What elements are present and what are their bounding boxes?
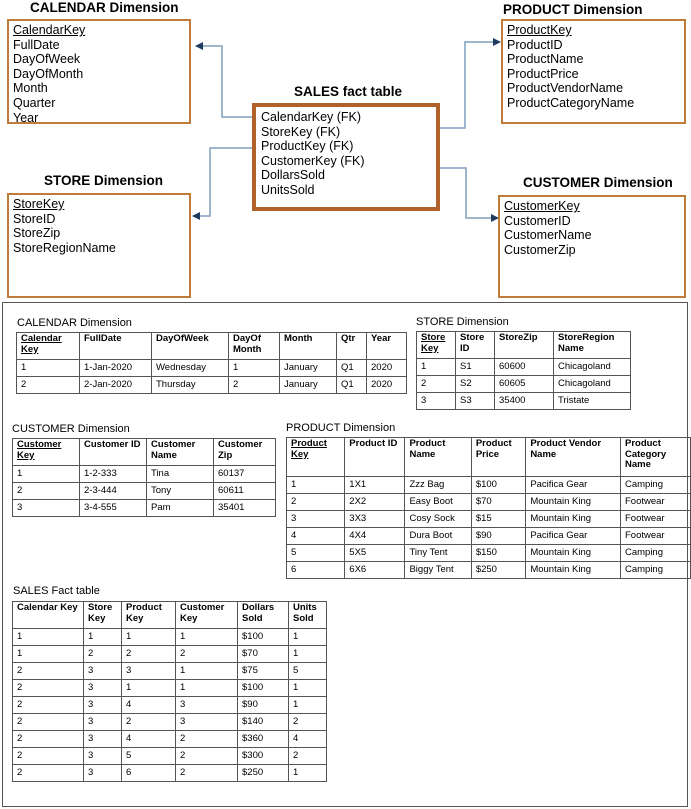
customer-table-caption: CUSTOMER Dimension xyxy=(12,423,130,435)
store-cell: Chicagoland xyxy=(554,376,631,393)
sales-cell: $360 xyxy=(238,731,289,748)
product-cell: Easy Boot xyxy=(405,494,471,511)
sales-cell: 1 xyxy=(289,697,327,714)
product-cell: Mountain King xyxy=(526,494,621,511)
table-row xyxy=(287,477,691,494)
sales-cell: 3 xyxy=(84,697,122,714)
table-row xyxy=(13,697,327,714)
product-cell: Camping xyxy=(620,477,690,494)
calendar-cell: 2 xyxy=(17,377,80,394)
product-cell: 3X3 xyxy=(345,511,405,528)
sales-cell: 3 xyxy=(84,714,122,731)
table-row xyxy=(417,393,631,410)
sales-cell: 2 xyxy=(13,731,84,748)
sales-column-header: Dollars Sold xyxy=(238,602,289,629)
calendar-field: Quarter xyxy=(13,95,56,110)
product-cell: Pacifica Gear xyxy=(526,477,621,494)
product-cell: 5 xyxy=(287,545,345,562)
customer-cell: 3 xyxy=(13,500,80,517)
product-cell: Mountain King xyxy=(526,562,621,579)
calendar-column-header: DayOf Month xyxy=(229,333,280,360)
sales-cell: $100 xyxy=(238,629,289,646)
customer-column-header: Customer Zip xyxy=(214,439,276,466)
sales-entity-title: SALES fact table xyxy=(294,84,403,99)
table-row xyxy=(13,663,327,680)
sales-field: DollarsSold xyxy=(261,168,325,183)
sales-cell: 2 xyxy=(13,714,84,731)
product-cell: Camping xyxy=(620,545,690,562)
calendar-field: Month xyxy=(13,81,48,96)
sales-column-header: Calendar Key xyxy=(13,602,84,629)
sales-cell: $140 xyxy=(238,714,289,731)
sales-cell: 1 xyxy=(289,765,327,782)
sales-field: StoreKey (FK) xyxy=(261,124,341,139)
product-connector xyxy=(438,42,500,128)
store-cell: Tristate xyxy=(554,393,631,410)
sales-cell: 3 xyxy=(84,731,122,748)
sales-fact-table xyxy=(12,601,327,782)
customer-table xyxy=(12,438,276,517)
calendar-column-header: Year xyxy=(367,333,407,360)
store-field: StoreID xyxy=(13,211,56,226)
product-cell: Footwear xyxy=(620,494,690,511)
calendar-column-header: Month xyxy=(280,333,337,360)
customer-field: CustomerName xyxy=(504,228,592,243)
calendar-cell: 2020 xyxy=(367,360,407,377)
product-column-header: Product Category Name xyxy=(620,438,690,477)
sales-cell: 3 xyxy=(176,714,238,731)
calendar-cell: Q1 xyxy=(337,360,367,377)
store-column-header: Store ID xyxy=(456,332,495,359)
product-field: ProductKey xyxy=(507,23,572,37)
table-row xyxy=(13,731,327,748)
calendar-cell: 1-Jan-2020 xyxy=(80,360,152,377)
table-row xyxy=(287,545,691,562)
store-entity xyxy=(7,193,191,298)
sales-cell: 2 xyxy=(289,714,327,731)
product-cell: Footwear xyxy=(620,528,690,545)
calendar-column-header: DayOfWeek xyxy=(152,333,229,360)
store-cell: 60605 xyxy=(495,376,554,393)
sales-cell: 3 xyxy=(84,748,122,765)
calendar-cell: 2-Jan-2020 xyxy=(80,377,152,394)
store-cell: 60600 xyxy=(495,359,554,376)
product-column-header: Product ID xyxy=(345,438,405,477)
customer-cell: 1-2-333 xyxy=(80,466,147,483)
customer-cell: 60137 xyxy=(214,466,276,483)
calendar-field: FullDate xyxy=(13,37,60,52)
calendar-entity-title: CALENDAR Dimension xyxy=(30,0,179,15)
product-cell: Cosy Sock xyxy=(405,511,471,528)
calendar-field: DayOfMonth xyxy=(13,66,84,81)
store-cell: S1 xyxy=(456,359,495,376)
product-cell: Footwear xyxy=(620,511,690,528)
sales-cell: 2 xyxy=(13,697,84,714)
sales-cell: $75 xyxy=(238,663,289,680)
product-table xyxy=(286,437,691,579)
product-field: ProductPrice xyxy=(507,66,579,81)
store-cell: 3 xyxy=(417,393,456,410)
table-row xyxy=(13,765,327,782)
customer-cell: 60611 xyxy=(214,483,276,500)
sales-cell: 5 xyxy=(122,748,176,765)
calendar-cell: January xyxy=(280,360,337,377)
sales-cell: 3 xyxy=(84,765,122,782)
customer-cell: 3-4-555 xyxy=(80,500,147,517)
product-cell: Camping xyxy=(620,562,690,579)
sales-column-header: Product Key xyxy=(122,602,176,629)
sales-cell: 1 xyxy=(289,629,327,646)
sales-field: ProductKey (FK) xyxy=(261,139,354,154)
customer-column-header: Customer ID xyxy=(80,439,147,466)
calendar-field: DayOfWeek xyxy=(13,52,81,67)
calendar-cell: Wednesday xyxy=(152,360,229,377)
customer-cell: 1 xyxy=(13,466,80,483)
sales-cell: 1 xyxy=(176,663,238,680)
customer-cell: 2 xyxy=(13,483,80,500)
product-cell: Dura Boot xyxy=(405,528,471,545)
sales-cell: 1 xyxy=(289,680,327,697)
sales-cell: 2 xyxy=(13,663,84,680)
sales-cell: 1 xyxy=(289,646,327,663)
sales-cell: 1 xyxy=(84,629,122,646)
calendar-column-header: FullDate xyxy=(80,333,152,360)
store-field: StoreZip xyxy=(13,226,61,241)
customer-column-header: Customer Key xyxy=(13,439,80,466)
product-cell: Biggy Tent xyxy=(405,562,471,579)
table-row xyxy=(17,360,407,377)
store-connector xyxy=(193,148,254,216)
product-cell: $150 xyxy=(471,545,525,562)
sales-cell: $90 xyxy=(238,697,289,714)
product-cell: Tiny Tent xyxy=(405,545,471,562)
sales-cell: 1 xyxy=(176,629,238,646)
table-row xyxy=(417,376,631,393)
calendar-cell: 1 xyxy=(229,360,280,377)
sales-cell: 2 xyxy=(176,731,238,748)
store-field: StoreKey xyxy=(13,197,65,211)
sales-fact-entity xyxy=(252,103,440,211)
product-table-caption: PRODUCT Dimension xyxy=(286,422,396,434)
product-entity-title: PRODUCT Dimension xyxy=(503,2,643,17)
sales-cell: 4 xyxy=(122,697,176,714)
product-cell: 6 xyxy=(287,562,345,579)
table-row xyxy=(417,359,631,376)
sales-cell: $300 xyxy=(238,748,289,765)
calendar-cell: 2020 xyxy=(367,377,407,394)
sales-cell: 3 xyxy=(176,697,238,714)
sales-cell: 2 xyxy=(122,714,176,731)
product-cell: Mountain King xyxy=(526,545,621,562)
product-cell: 2 xyxy=(287,494,345,511)
customer-cell: Tony xyxy=(147,483,214,500)
store-cell: 35400 xyxy=(495,393,554,410)
product-cell: $70 xyxy=(471,494,525,511)
calendar-column-header: Calendar Key xyxy=(17,333,80,360)
product-cell: Mountain King xyxy=(526,511,621,528)
table-row xyxy=(13,680,327,697)
sales-cell: 6 xyxy=(122,765,176,782)
sales-cell: 1 xyxy=(13,646,84,663)
sales-cell: 4 xyxy=(122,731,176,748)
sales-cell: 2 xyxy=(176,748,238,765)
store-column-header: StoreZip xyxy=(495,332,554,359)
sales-cell: $250 xyxy=(238,765,289,782)
calendar-cell: 2 xyxy=(229,377,280,394)
customer-header-row xyxy=(13,439,276,466)
sales-cell: 2 xyxy=(13,748,84,765)
sales-table-caption: SALES Fact table xyxy=(13,585,100,597)
product-field: ProductName xyxy=(507,52,584,67)
calendar-column-header: Qtr xyxy=(337,333,367,360)
store-column-header: Store Key xyxy=(417,332,456,359)
table-row xyxy=(13,500,276,517)
table-row xyxy=(13,646,327,663)
sales-cell: 1 xyxy=(13,629,84,646)
sales-cell: $70 xyxy=(238,646,289,663)
sales-cell: 2 xyxy=(122,646,176,663)
product-field: ProductCategoryName xyxy=(507,95,635,110)
sales-cell: 5 xyxy=(289,663,327,680)
store-table-caption: STORE Dimension xyxy=(416,316,509,328)
product-cell: 1 xyxy=(287,477,345,494)
customer-cell: 35401 xyxy=(214,500,276,517)
product-cell: $250 xyxy=(471,562,525,579)
calendar-cell: Thursday xyxy=(152,377,229,394)
calendar-table-caption: CALENDAR Dimension xyxy=(17,317,132,329)
customer-entity-title: CUSTOMER Dimension xyxy=(523,175,673,190)
calendar-cell: 1 xyxy=(17,360,80,377)
store-table xyxy=(416,331,631,410)
table-row xyxy=(13,629,327,646)
sales-cell: 3 xyxy=(84,663,122,680)
sales-cell: 1 xyxy=(176,680,238,697)
store-field: StoreRegionName xyxy=(13,240,116,255)
calendar-field: CalendarKey xyxy=(13,23,86,37)
product-entity xyxy=(501,19,686,124)
product-cell: 4X4 xyxy=(345,528,405,545)
sales-cell: 2 xyxy=(176,765,238,782)
product-cell: Zzz Bag xyxy=(405,477,471,494)
customer-cell: Tina xyxy=(147,466,214,483)
calendar-field: Year xyxy=(13,110,39,125)
sales-cell: 2 xyxy=(176,646,238,663)
store-cell: 2 xyxy=(417,376,456,393)
customer-field: CustomerID xyxy=(504,213,571,228)
sales-cell: 4 xyxy=(289,731,327,748)
sales-cell: 2 xyxy=(289,748,327,765)
calendar-connector xyxy=(196,46,254,117)
table-row xyxy=(17,377,407,394)
product-cell: 1X1 xyxy=(345,477,405,494)
store-entity-title: STORE Dimension xyxy=(44,173,164,188)
product-cell: $100 xyxy=(471,477,525,494)
sales-cell: 3 xyxy=(84,680,122,697)
product-cell: 3 xyxy=(287,511,345,528)
product-cell: $15 xyxy=(471,511,525,528)
sales-field: CalendarKey (FK) xyxy=(261,110,362,124)
sales-cell: 1 xyxy=(122,680,176,697)
calendar-entity xyxy=(7,19,191,124)
product-cell: 6X6 xyxy=(345,562,405,579)
customer-cell: 2-3-444 xyxy=(80,483,147,500)
sales-cell: 2 xyxy=(13,680,84,697)
calendar-cell: January xyxy=(280,377,337,394)
calendar-header-row xyxy=(17,333,407,360)
sales-field: UnitsSold xyxy=(261,182,315,197)
sales-header-row xyxy=(13,602,327,629)
table-row xyxy=(287,494,691,511)
store-column-header: StoreRegion Name xyxy=(554,332,631,359)
table-row xyxy=(13,748,327,765)
store-header-row xyxy=(417,332,631,359)
product-column-header: Product Price xyxy=(471,438,525,477)
customer-field: CustomerZip xyxy=(504,242,576,257)
store-cell: 1 xyxy=(417,359,456,376)
product-cell: 5X5 xyxy=(345,545,405,562)
product-column-header: Product Vendor Name xyxy=(526,438,621,477)
sales-cell: 2 xyxy=(13,765,84,782)
table-row xyxy=(287,528,691,545)
calendar-cell: Q1 xyxy=(337,377,367,394)
table-row xyxy=(13,483,276,500)
customer-cell: Pam xyxy=(147,500,214,517)
table-row xyxy=(13,714,327,731)
sales-column-header: Store Key xyxy=(84,602,122,629)
sales-column-header: Units Sold xyxy=(289,602,327,629)
product-cell: $90 xyxy=(471,528,525,545)
table-row xyxy=(13,466,276,483)
product-column-header: Product Name xyxy=(405,438,471,477)
customer-field: CustomerKey xyxy=(504,199,580,213)
calendar-table xyxy=(16,332,407,394)
customer-column-header: Customer Name xyxy=(147,439,214,466)
customer-entity xyxy=(498,195,686,298)
product-cell: 2X2 xyxy=(345,494,405,511)
product-field: ProductVendorName xyxy=(507,81,624,96)
store-cell: S3 xyxy=(456,393,495,410)
product-cell: Pacifica Gear xyxy=(526,528,621,545)
store-cell: Chicagoland xyxy=(554,359,631,376)
sales-cell: 2 xyxy=(84,646,122,663)
sales-cell: 1 xyxy=(122,629,176,646)
product-header-row xyxy=(287,438,691,477)
store-cell: S2 xyxy=(456,376,495,393)
sales-field: CustomerKey (FK) xyxy=(261,153,365,168)
table-row xyxy=(287,511,691,528)
product-cell: 4 xyxy=(287,528,345,545)
product-field: ProductID xyxy=(507,37,563,52)
sales-column-header: Customer Key xyxy=(176,602,238,629)
sales-cell: $100 xyxy=(238,680,289,697)
table-row xyxy=(287,562,691,579)
sales-cell: 3 xyxy=(122,663,176,680)
product-column-header: Product Key xyxy=(287,438,345,477)
customer-connector xyxy=(438,168,498,218)
